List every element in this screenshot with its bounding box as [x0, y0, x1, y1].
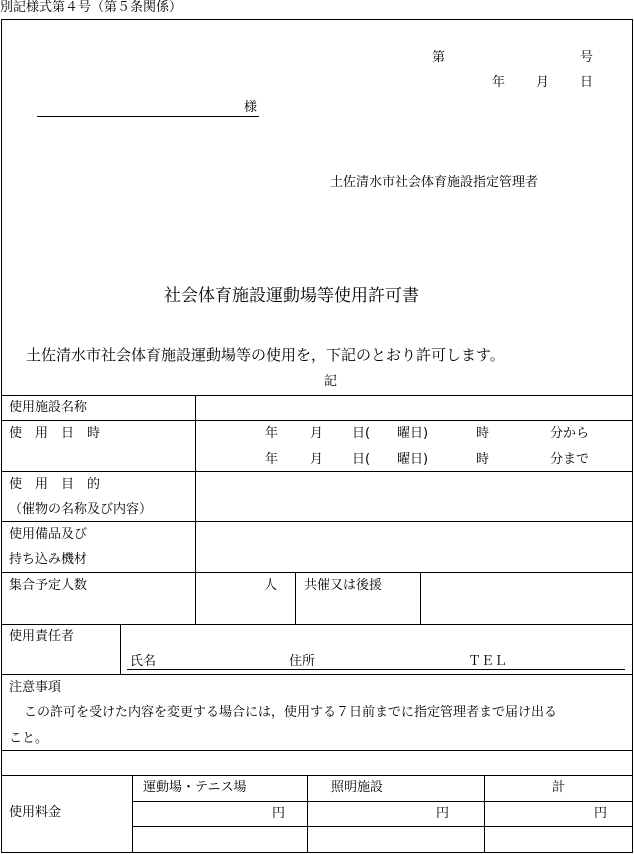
fee-lighting-yen: 円 [436, 806, 450, 821]
facility-name-label: 使用施設名称 [9, 400, 88, 415]
addressee-suffix: 様 [244, 100, 258, 115]
purpose-sublabel: （催物の名称及び内容） [9, 502, 153, 517]
facility-name-field[interactable] [196, 396, 632, 420]
from-year: 年 [265, 426, 279, 441]
to-hour: 時 [476, 452, 490, 467]
fee-total-yen: 円 [594, 806, 608, 821]
responsible-name-label: 氏名 [130, 654, 157, 669]
date-year: 年 [492, 75, 506, 90]
frame-top [1, 19, 633, 20]
equipment-field[interactable] [196, 522, 632, 572]
ki-label: 記 [324, 374, 338, 389]
table-line-2 [1, 420, 633, 421]
from-day: 日( [352, 426, 371, 441]
fee-ground-yen: 円 [272, 806, 286, 821]
fee-lighting-field[interactable] [308, 802, 484, 826]
notes-text-line1: この許可を受けた内容を変更する場合には，使用する７日前までに指定管理者まで届け出る [24, 705, 558, 720]
responsible-underline[interactable] [127, 669, 625, 670]
fee-label: 使用料金 [9, 805, 62, 820]
equipment-label-line1: 使用備品及び [9, 527, 88, 542]
sponsor-label: 共催又は後援 [304, 578, 383, 593]
attendance-unit: 人 [264, 578, 278, 593]
addressee-line[interactable] [37, 116, 259, 117]
notes-label: 注意事項 [9, 680, 62, 695]
purpose-field[interactable] [196, 472, 632, 521]
responsible-address-label: 住所 [289, 654, 316, 669]
table-line-7 [1, 674, 633, 675]
table-line-9 [1, 775, 633, 776]
number-prefix: 第 [432, 50, 446, 65]
to-minute: 分まで [550, 452, 590, 467]
issuer-name: 土佐清水市社会体育施設指定管理者 [330, 175, 539, 190]
frame-right [632, 19, 633, 853]
date-day: 日 [580, 75, 594, 90]
frame-bottom [1, 852, 633, 853]
responsible-divider [120, 624, 121, 674]
notes-text-line2: こと。 [9, 731, 49, 746]
fee-amount-line [132, 826, 632, 827]
fee-col-ground: 運動場・テニス場 [143, 780, 247, 795]
to-day: 日( [352, 452, 371, 467]
from-minute: 分から [550, 426, 590, 441]
number-suffix: 号 [580, 50, 594, 65]
fee-col-total: 計 [552, 780, 566, 795]
attendance-divider [295, 572, 296, 624]
to-weekday: 曜日) [397, 452, 429, 467]
datetime-label: 使 用 日 時 [9, 426, 101, 441]
blank-row [2, 751, 632, 775]
form-number-label: 別記様式第４号（第５条関係） [0, 0, 183, 15]
to-month: 月 [310, 452, 324, 467]
responsible-label: 使用責任者 [9, 629, 75, 644]
fee-total-field[interactable] [485, 802, 632, 826]
sponsor-field[interactable] [421, 573, 632, 624]
intro-text: 土佐清水市社会体育施設運動場等の使用を，下記のとおり許可します。 [26, 346, 505, 364]
document-title: 社会体育施設運動場等使用許可書 [164, 286, 419, 306]
from-hour: 時 [476, 426, 490, 441]
attendance-field[interactable] [196, 573, 295, 624]
from-weekday: 曜日) [397, 426, 429, 441]
responsible-tel-label: ＴＥＬ [468, 654, 508, 669]
date-month: 月 [536, 75, 550, 90]
fee-col-lighting: 照明施設 [331, 780, 384, 795]
purpose-label: 使 用 目 的 [9, 477, 101, 492]
equipment-label-line2: 持ち込み機材 [9, 552, 88, 567]
to-year: 年 [265, 452, 279, 467]
table-line-6 [1, 624, 633, 625]
from-month: 月 [310, 426, 324, 441]
frame-left [1, 19, 2, 853]
attendance-label: 集合予定人数 [9, 578, 88, 593]
